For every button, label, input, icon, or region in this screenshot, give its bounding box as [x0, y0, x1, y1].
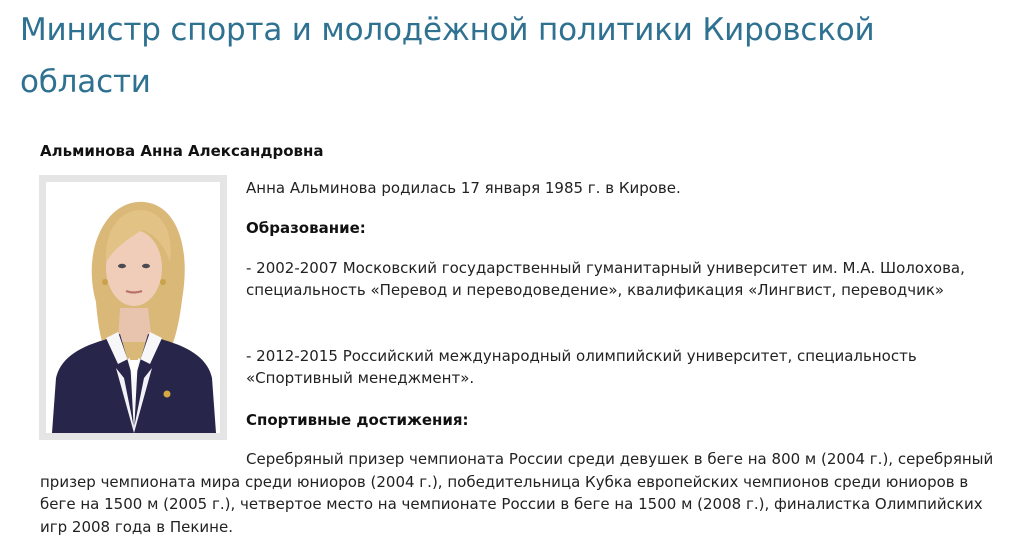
achievements-text: Серебряный призер чемпионата России среди девушек в беге на 800 м (2004 г.), серебряный призер чемпионата мира среди юниоров (2004 г.), победительница Кубка европейских чемпионов среди юниоров в беге на 1500 м (2005 г.), четвертое место на чемпионате России в беге на 1500 м (2008 г.), финалистка Олимпийских игр 2008 года в Пекине. — [40, 450, 994, 536]
birth-info: Анна Альминова родилась 17 января 1985 г. в Кирове. — [246, 179, 681, 197]
portrait-photo — [46, 182, 220, 433]
person-name: Альминова Анна Александровна — [40, 142, 324, 160]
education-item: - 2002-2007 Московский государственный гуманитарный университет им. М.А. Шолохова, специальность «Перевод и переводоведение», квалификация «Лингвист, переводчик» — [246, 259, 965, 299]
page-title: Министр спорта и молодёжной политики Кировской области — [20, 12, 875, 100]
education-heading: Образование: — [246, 219, 366, 237]
education-item: - 2012-2015 Российский международный олимпийский университет, специальность «Спортивный менеджмент». — [246, 347, 917, 387]
portrait-photo-frame — [39, 175, 227, 440]
achievements-heading: Спортивные достижения: — [246, 411, 469, 429]
